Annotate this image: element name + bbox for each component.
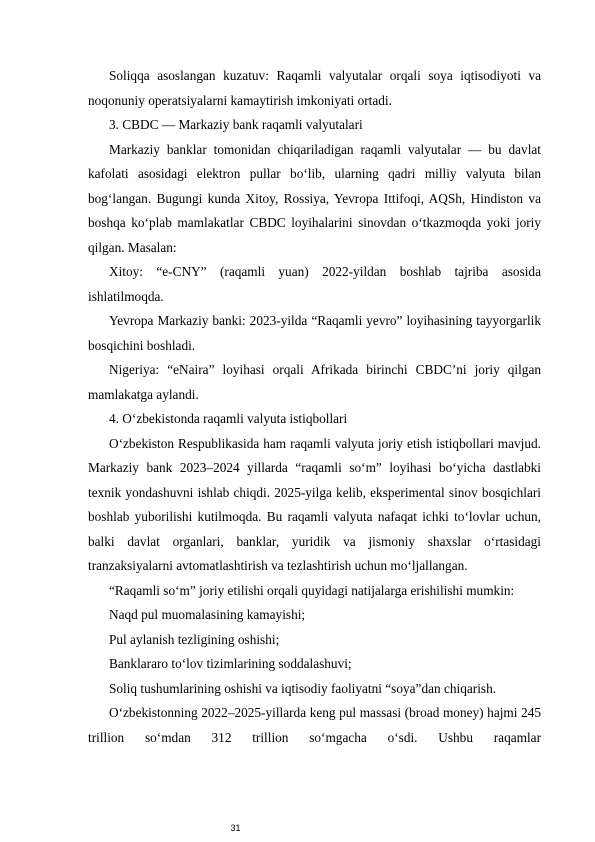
section-heading-uzbekistan: 4. O‘zbekistonda raqamli valyuta istiqbollari: [109, 411, 348, 426]
document-page: [88, 64, 541, 750]
paragraph-uzbekistan-prospects: O‘zbekiston Respublikasida ham raqamli valyuta joriy etish istiqbollari mavjud. Markaziy bank 2023–2024 yillarda “raqamli so‘m” loyihasi bo‘yicha dastlabki texnik yondashuvni ishlab chiqdi. 2025-yilga kelib, eksperimental sinov bosqichlari boshlab yuborilishi kutilmoqda. Bu raqamli valyuta nafaqat ichki to‘lovlar uchun, balki davlat organlari, banklar, yuridik va jismoniy shaxslar o‘rtasidagi tranzaksiyalarni avtomatlashtirish va tezlashtirish uchun mo‘ljallangan.: [88, 435, 541, 573]
page-number-text: 31: [230, 823, 241, 833]
list-item-money-velocity: Pul aylanish tezligining oshishi;: [109, 631, 280, 647]
paragraph-china-ecny: Xitoy: “e-CNY” (raqamli yuan) 2022-yildan boshlab tajriba asosida ishlatilmoqda.: [88, 264, 541, 304]
page-number: [0, 823, 595, 833]
paragraph-nigeria-enaira: Nigeriya: “eNaira” loyihasi orqali Afrikada birinchi CBDC’ni joriy qilgan mamlakatga aylandi.: [88, 362, 541, 402]
paragraph-ecb-digital-euro: Yevropa Markaziy banki: 2023-yilda “Raqamli yevro” loyihasining tayyorgarlik bosqichini boshladi.: [88, 313, 541, 353]
list-item-tax-revenue: Soliq tushumlarining oshishi va iqtisodiy faoliyatni “soya”dan chiqarish.: [109, 680, 497, 696]
paragraph-digital-som-results-intro: “Raqamli so‘m” joriy etilishi orqali quyidagi natijalarga erishilishi mumkin:: [109, 582, 515, 598]
paragraph-tax-monitoring: Soliqqa asoslangan kuzatuv: Raqamli valyutalar orqali soya iqtisodiyoti va noqonuniy operatsiyalarni kamaytirish imkoniyati ortadi.: [88, 68, 541, 108]
paragraph-cbdc-definition: Markaziy banklar tomonidan chiqariladigan raqamli valyutalar — bu davlat kafolati asosidagi elektron pullar bo‘lib, ularning qadri milliy valyuta bilan bog‘langan. Bugungi kunda Xitoy, Rossiya, Yevropa Ittifoqi, AQSh, Hindiston va boshqa ko‘plab mamlakatlar CBDC loyihalarini sinovdan o‘tkazmoqda yoki joriy qilgan. Masalan:: [88, 141, 541, 255]
paragraph-broad-money: O‘zbekistonning 2022–2025-yillarda keng pul massasi (broad money) hajmi 245 trillion so‘mdan 312 trillion so‘mgacha o‘sdi. Ushbu raqamlar: [88, 705, 541, 745]
section-heading-cbdc: 3. CBDC — Markaziy bank raqamli valyutalari: [109, 117, 363, 132]
list-item-cash-decrease: Naqd pul muomalasining kamayishi;: [109, 607, 306, 622]
list-item-interbank-payments: Banklararo to‘lov tizimlarining soddalashuvi;: [109, 656, 352, 671]
